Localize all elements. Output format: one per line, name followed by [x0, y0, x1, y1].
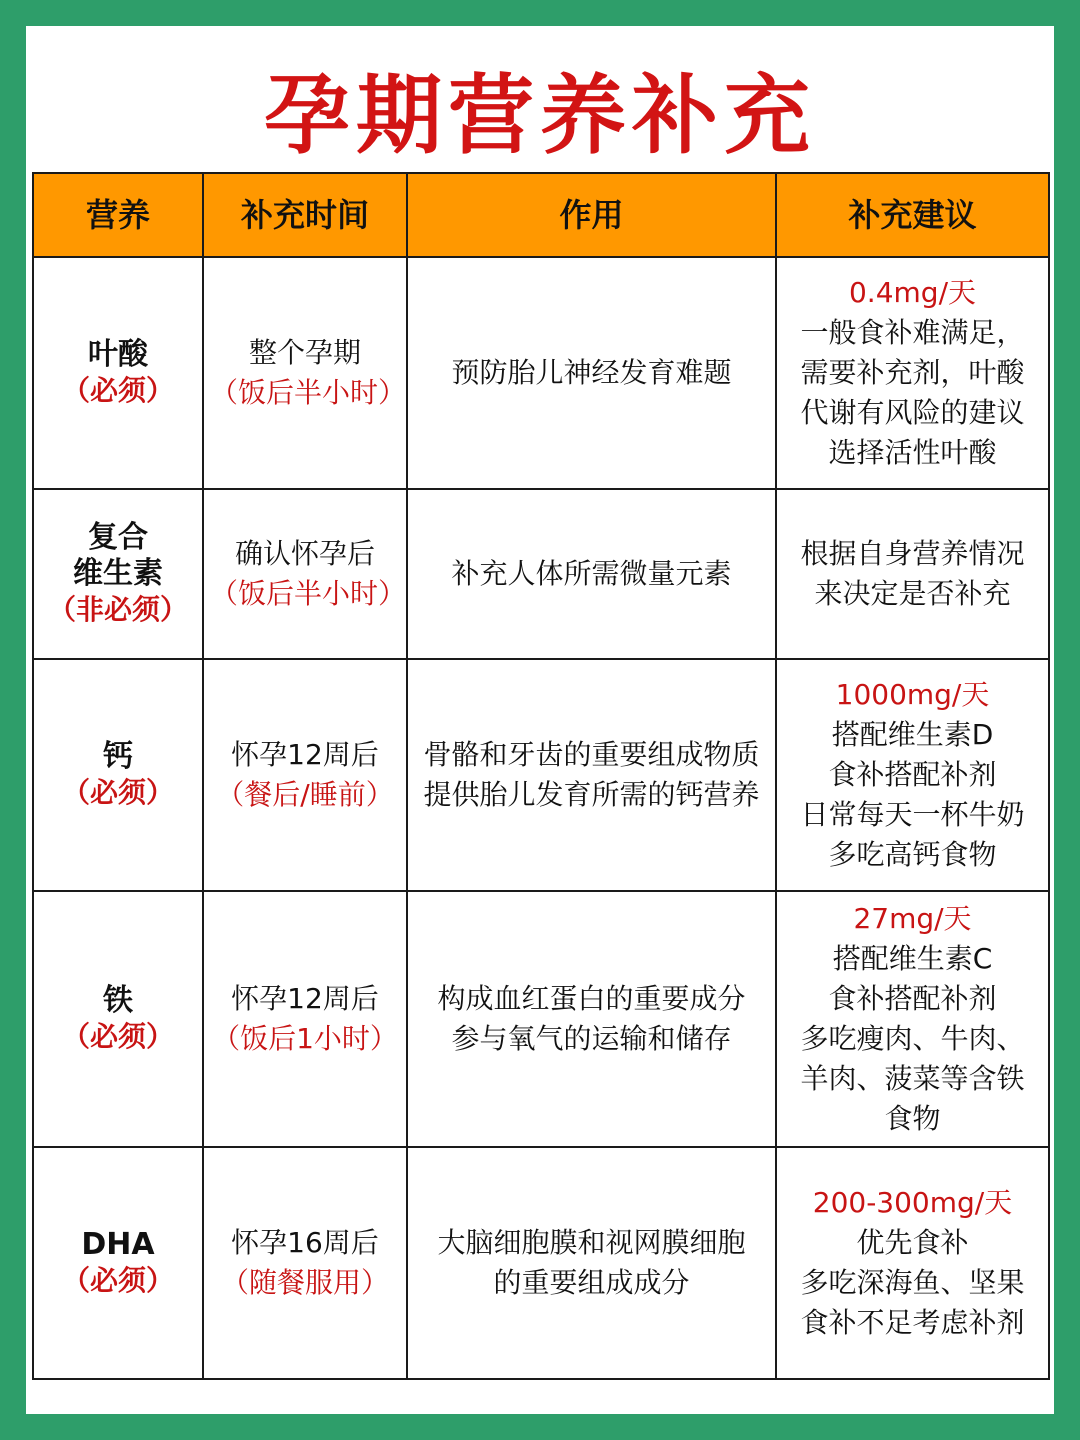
- table-row: [33, 257, 1049, 489]
- time-text: 怀孕12周后: [231, 982, 379, 1015]
- advice-text: 多吃瘦肉、牛肉、: [800, 1022, 1025, 1055]
- time-cell: [203, 891, 407, 1147]
- header-effect: 作用: [407, 173, 776, 257]
- nutrient-cell: [33, 257, 203, 489]
- effect-text: 大脑细胞膜和视网膜细胞: [437, 1226, 746, 1259]
- advice-text: 根据自身营养情况: [800, 537, 1025, 570]
- advice-text: 食补搭配补剂: [828, 758, 997, 791]
- time-text: 怀孕16周后: [231, 1226, 379, 1259]
- advice-text: 优先食补: [856, 1226, 969, 1259]
- advice-text: 来决定是否补充: [814, 577, 1011, 610]
- effect-text: 参与氧气的运输和储存: [451, 1022, 732, 1055]
- dose-text: 200-300mg/天: [812, 1186, 1013, 1219]
- effect-cell: [407, 891, 776, 1147]
- time-text: 确认怀孕后: [234, 537, 375, 570]
- effect-cell: [407, 489, 776, 659]
- advice-text: 日常每天一杯牛奶: [800, 798, 1025, 831]
- table-header-row: [33, 173, 1049, 257]
- dose-text: 27mg/天: [853, 902, 972, 935]
- time-cell: [203, 489, 407, 659]
- table-row: [33, 489, 1049, 659]
- header-nutrient: 营养: [33, 173, 203, 257]
- advice-text: 食补搭配补剂: [828, 982, 997, 1015]
- advice-cell: [776, 257, 1049, 489]
- nutrition-table: [32, 172, 1050, 1380]
- table-row: [33, 891, 1049, 1147]
- time-text: 整个孕期: [248, 336, 361, 369]
- table-row: [33, 1147, 1049, 1379]
- required-label: （必须）: [61, 1264, 174, 1297]
- nutrient-cell: [33, 489, 203, 659]
- required-label: （必须）: [61, 776, 174, 809]
- time-note: （饭后半小时）: [210, 577, 407, 610]
- nutrient-cell: [33, 1147, 203, 1379]
- nutrient-name: DHA: [81, 1227, 155, 1262]
- nutrient-name: 叶酸: [88, 337, 148, 372]
- table-body: [33, 257, 1049, 1379]
- time-cell: [203, 659, 407, 891]
- effect-text: 提供胎儿发育所需的钙营养: [423, 778, 760, 811]
- nutrient-name: 铁: [103, 983, 133, 1018]
- advice-cell: [776, 659, 1049, 891]
- time-note: （饭后半小时）: [210, 376, 407, 409]
- advice-text: 选择活性叶酸: [828, 436, 997, 469]
- effect-text: 预防胎儿神经发育难题: [451, 356, 732, 389]
- effect-cell: [407, 659, 776, 891]
- time-cell: [203, 1147, 407, 1379]
- advice-text: 搭配维生素C: [832, 942, 993, 975]
- nutrient-name: 复合: [88, 520, 148, 555]
- advice-text: 多吃高钙食物: [828, 838, 997, 871]
- header-advice: 补充建议: [776, 173, 1049, 257]
- advice-cell: [776, 1147, 1049, 1379]
- advice-cell: [776, 489, 1049, 659]
- page-title: 孕期营养补充: [264, 66, 816, 166]
- dose-text: 0.4mg/天: [848, 276, 976, 309]
- advice-text: 食补不足考虑补剂: [800, 1306, 1025, 1339]
- advice-text: 多吃深海鱼、坚果: [800, 1266, 1025, 1299]
- required-label: （非必须）: [47, 593, 188, 626]
- nutrient-cell: [33, 659, 203, 891]
- required-label: （必须）: [61, 1020, 174, 1053]
- header-time: 补充时间: [203, 173, 407, 257]
- nutrient-name: 钙: [103, 739, 133, 774]
- advice-text: 一般食补难满足，: [800, 316, 1025, 349]
- effect-text: 的重要组成成分: [493, 1266, 690, 1299]
- advice-text: 食物: [884, 1102, 941, 1135]
- time-text: 怀孕12周后: [231, 738, 379, 771]
- advice-text: 羊肉、菠菜等含铁: [800, 1062, 1025, 1095]
- advice-text: 搭配维生素D: [831, 718, 994, 751]
- time-note: （饭后1小时）: [212, 1022, 398, 1055]
- advice-text: 需要补充剂，叶酸: [800, 356, 1025, 389]
- time-cell: [203, 257, 407, 489]
- advice-cell: [776, 891, 1049, 1147]
- effect-text: 补充人体所需微量元素: [451, 557, 732, 590]
- time-note: （随餐服用）: [220, 1266, 389, 1299]
- required-label: （必须）: [61, 374, 174, 407]
- content-card: [26, 26, 1054, 1414]
- dose-text: 1000mg/天: [835, 678, 990, 711]
- nutrient-name: 维生素: [73, 556, 163, 591]
- effect-text: 骨骼和牙齿的重要组成物质: [423, 738, 760, 771]
- table-row: [33, 659, 1049, 891]
- effect-cell: [407, 257, 776, 489]
- effect-text: 构成血红蛋白的重要成分: [437, 982, 746, 1015]
- time-note: （餐后/睡前）: [216, 778, 394, 811]
- nutrient-cell: [33, 891, 203, 1147]
- effect-cell: [407, 1147, 776, 1379]
- advice-text: 代谢有风险的建议: [800, 396, 1025, 429]
